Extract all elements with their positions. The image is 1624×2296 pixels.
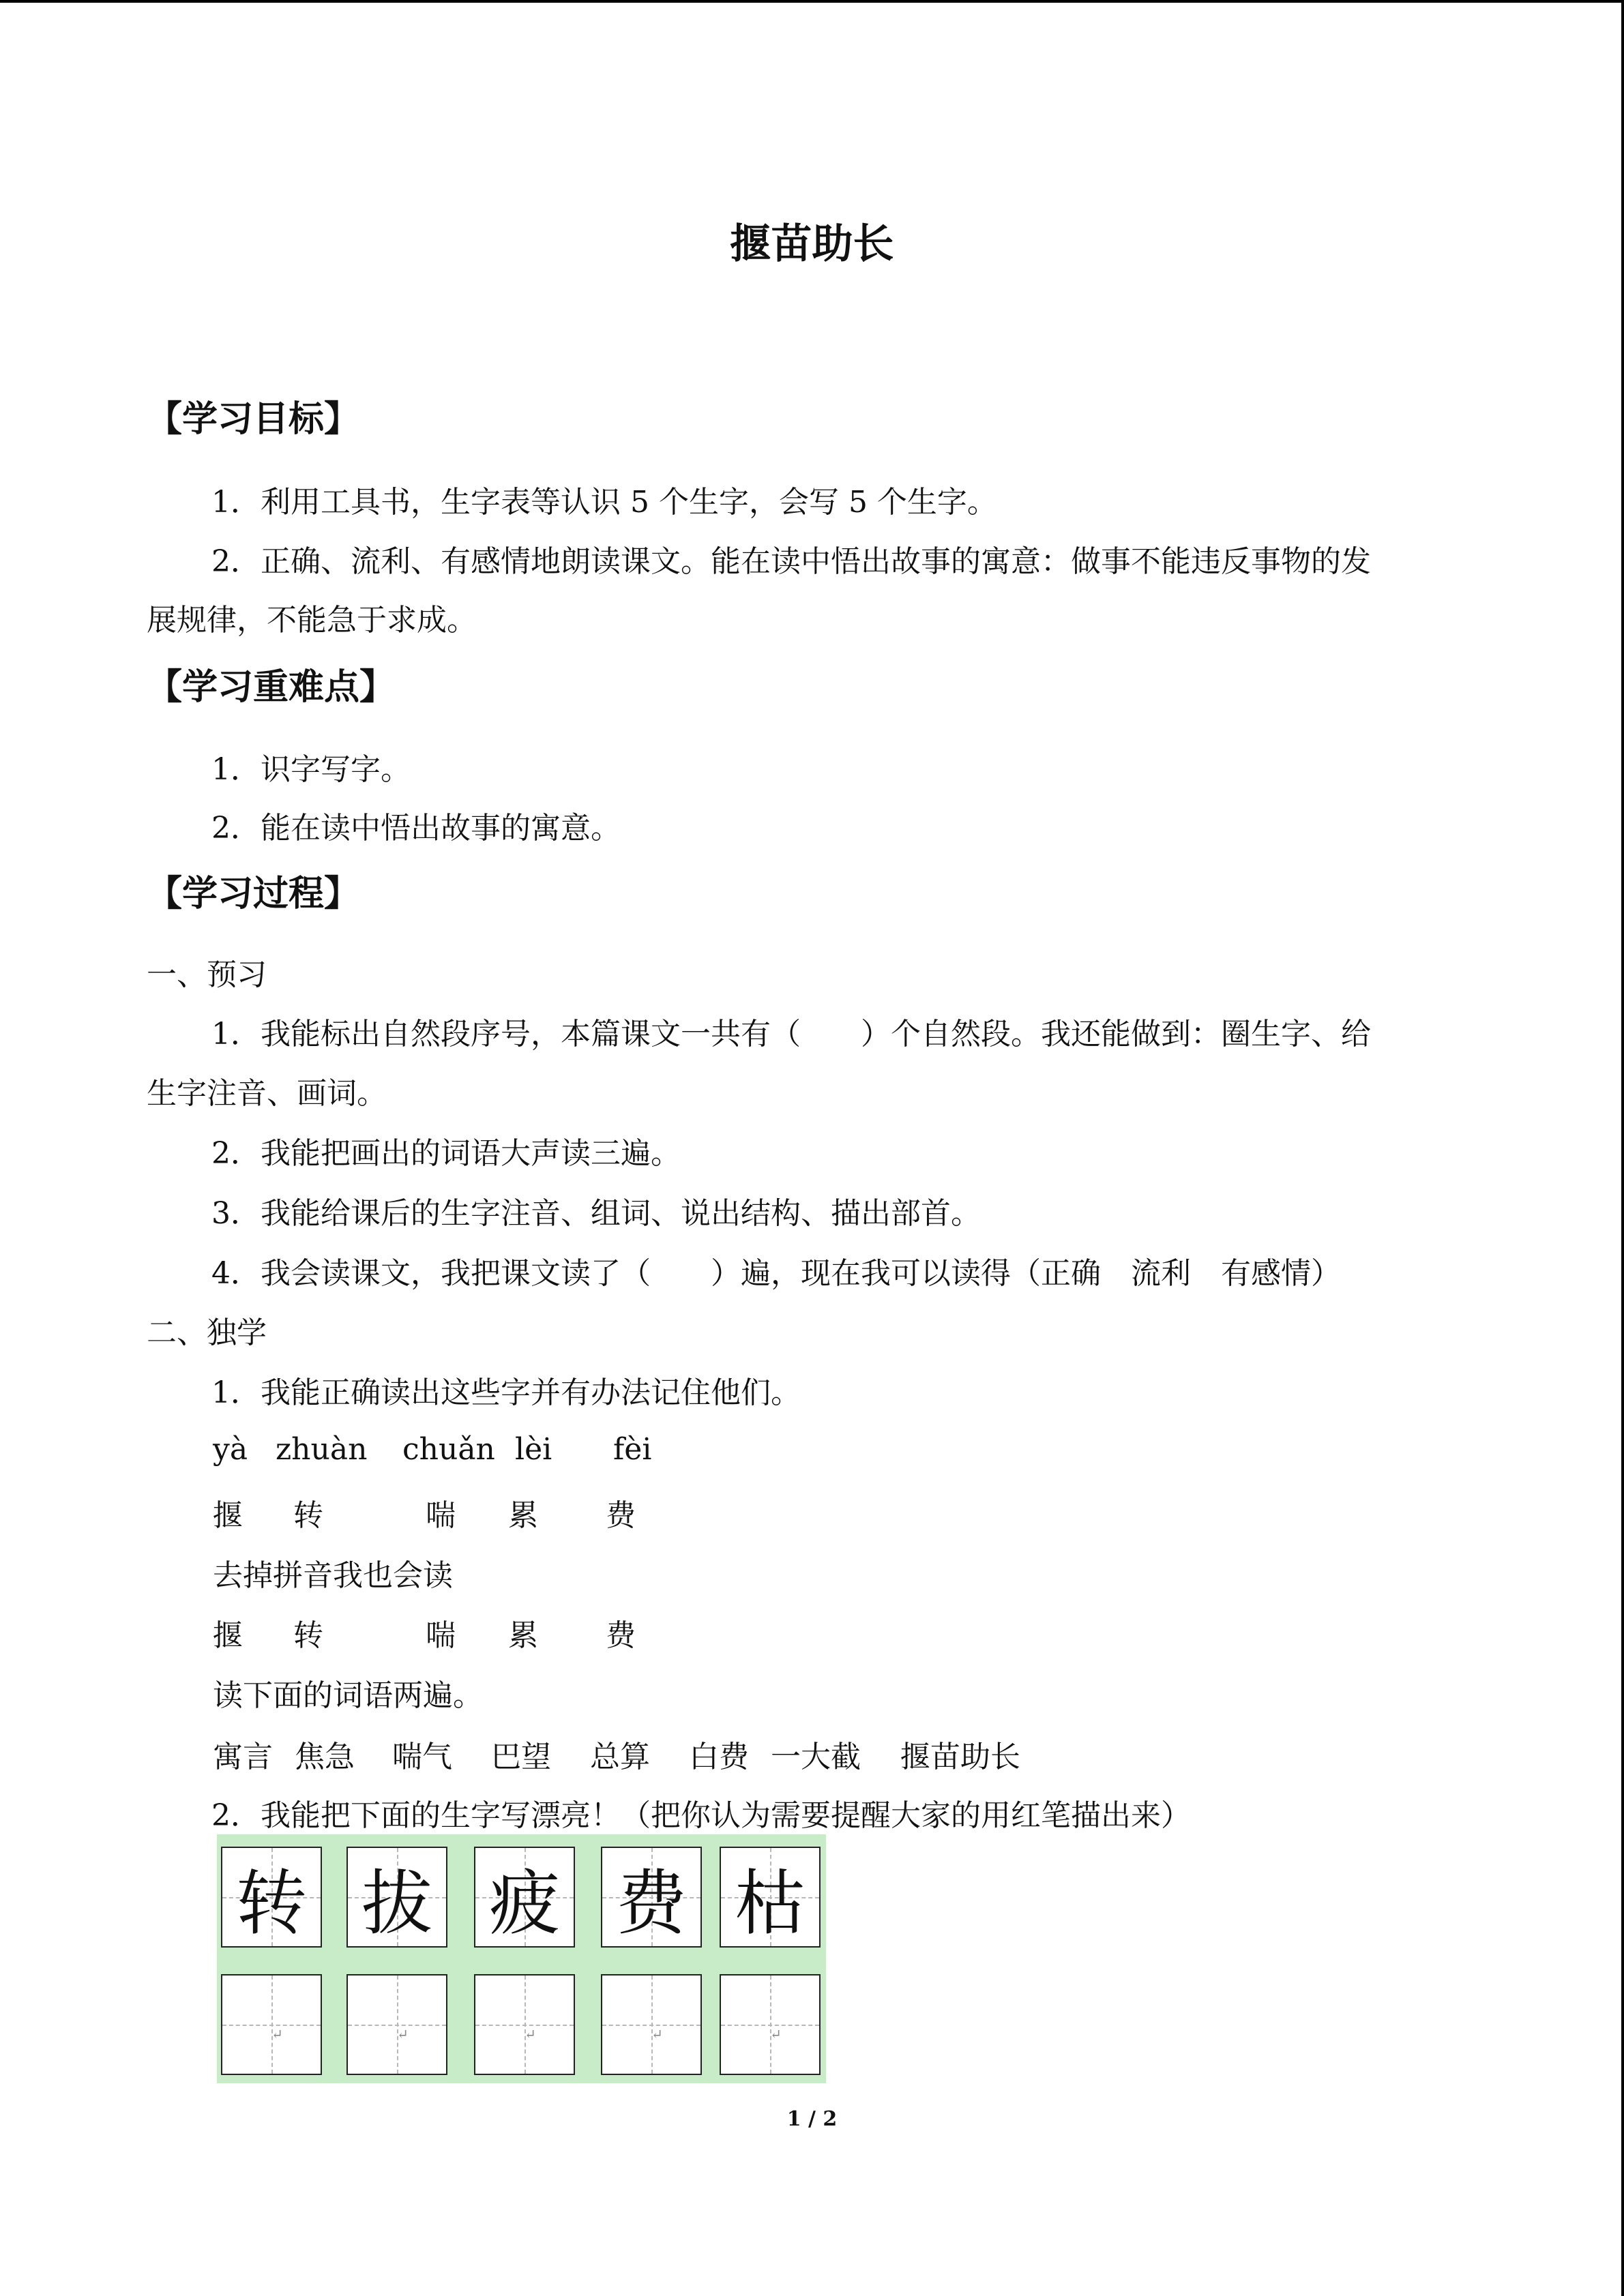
page-border-right <box>1621 0 1624 2296</box>
pinyin-chuan: chuǎn <box>402 1432 495 1467</box>
char-fei-again: 费 <box>606 1618 636 1653</box>
preview-label: 一、预习 <box>147 957 267 992</box>
pinyin-fei: fèi <box>613 1432 652 1467</box>
page-title: 揠苗助长 <box>730 220 894 268</box>
no-pinyin-label: 去掉拼音我也会读 <box>213 1558 453 1593</box>
char-zhuan: 转 <box>293 1498 323 1533</box>
writing-box-empty-2 <box>346 1974 447 2075</box>
return-mark-icon: ↵ <box>651 2026 663 2042</box>
return-mark-icon: ↵ <box>397 2026 409 2042</box>
char-fei: 费 <box>606 1498 636 1533</box>
char-chuan-again: 喘 <box>426 1618 456 1653</box>
preview-item-1-line-1: 1．我能标出自然段序号，本篇课文一共有（ ）个自然段。我还能做到：圈生字、给 <box>211 1017 1371 1052</box>
word-7: 一大截 <box>771 1740 861 1774</box>
writing-box-empty-4 <box>601 1974 702 2075</box>
pinyin-zhuan: zhuàn <box>276 1432 368 1467</box>
model-char-4: 费 <box>615 1862 687 1945</box>
word-1: 寓言 <box>213 1740 273 1774</box>
page-border-top <box>0 0 1624 3</box>
goals-heading: 【学习目标】 <box>147 399 360 440</box>
char-lei-again: 累 <box>508 1618 538 1653</box>
char-lei: 累 <box>508 1498 538 1533</box>
preview-item-2: 2．我能把画出的词语大声读三遍。 <box>211 1136 681 1171</box>
goal-item-2-line-2: 展规律，不能急于求成。 <box>147 603 477 638</box>
model-char-1: 转 <box>235 1862 307 1945</box>
model-char-2: 拔 <box>361 1862 432 1945</box>
char-chuan: 喘 <box>426 1498 456 1533</box>
writing-box-char-5 <box>720 1847 821 1948</box>
preview-item-1-line-2: 生字注音、画词。 <box>147 1076 387 1111</box>
self-study-item-1: 1．我能正确读出这些字并有办法记住他们。 <box>211 1375 801 1410</box>
char-zhuan-again: 转 <box>293 1618 323 1653</box>
word-2: 焦急 <box>295 1740 355 1774</box>
goal-item-2-line-1: 2．正确、流利、有感情地朗读课文。能在读中悟出故事的寓意：做事不能违反事物的发 <box>211 544 1371 579</box>
return-mark-icon: ↵ <box>770 2026 782 2042</box>
writing-box-empty-3 <box>474 1974 575 2075</box>
pinyin-lei: lèi <box>515 1432 552 1467</box>
model-char-3: 疲 <box>488 1862 560 1945</box>
page-number: 1 / 2 <box>786 2107 838 2131</box>
writing-box-char-4 <box>601 1847 702 1948</box>
preview-item-4: 4．我会读课文，我把课文读了（ ）遍，现在我可以读得（正确 流利 有感情） <box>211 1256 1341 1291</box>
writing-box-char-1 <box>221 1847 322 1948</box>
model-char-5: 枯 <box>734 1862 806 1945</box>
writing-box-empty-5 <box>720 1974 821 2075</box>
char-ya-again: 揠 <box>213 1618 243 1653</box>
word-3: 喘气 <box>392 1740 452 1774</box>
preview-item-3: 3．我能给课后的生字注音、组词、说出结构、描出部首。 <box>211 1196 981 1231</box>
writing-box-char-2 <box>346 1847 447 1948</box>
writing-box-empty-1 <box>221 1974 322 2075</box>
word-6: 白费 <box>689 1740 749 1774</box>
self-study-label: 二、独学 <box>147 1315 267 1350</box>
keypoint-item-1: 1．识字写字。 <box>211 752 411 787</box>
pinyin-ya: yà <box>213 1432 248 1467</box>
writing-grid <box>217 1834 826 2083</box>
writing-box-char-3 <box>474 1847 575 1948</box>
process-heading: 【学习过程】 <box>147 874 360 914</box>
goal-item-1: 1．利用工具书，生字表等认识 5 个生字，会写 5 个生字。 <box>211 485 997 520</box>
return-mark-icon: ↵ <box>271 2026 283 2042</box>
keypoint-item-2: 2．能在读中悟出故事的寓意。 <box>211 811 621 846</box>
keypoints-heading: 【学习重难点】 <box>147 667 396 708</box>
char-ya: 揠 <box>213 1498 243 1533</box>
read-words-label: 读下面的词语两遍。 <box>213 1678 483 1713</box>
word-5: 总算 <box>590 1740 650 1774</box>
word-4: 巴望 <box>491 1740 551 1774</box>
return-mark-icon: ↵ <box>525 2026 536 2042</box>
self-study-item-2: 2．我能把下面的生字写漂亮！（把你认为需要提醒大家的用红笔描出来） <box>211 1798 1191 1833</box>
word-8: 揠苗助长 <box>900 1740 1020 1774</box>
